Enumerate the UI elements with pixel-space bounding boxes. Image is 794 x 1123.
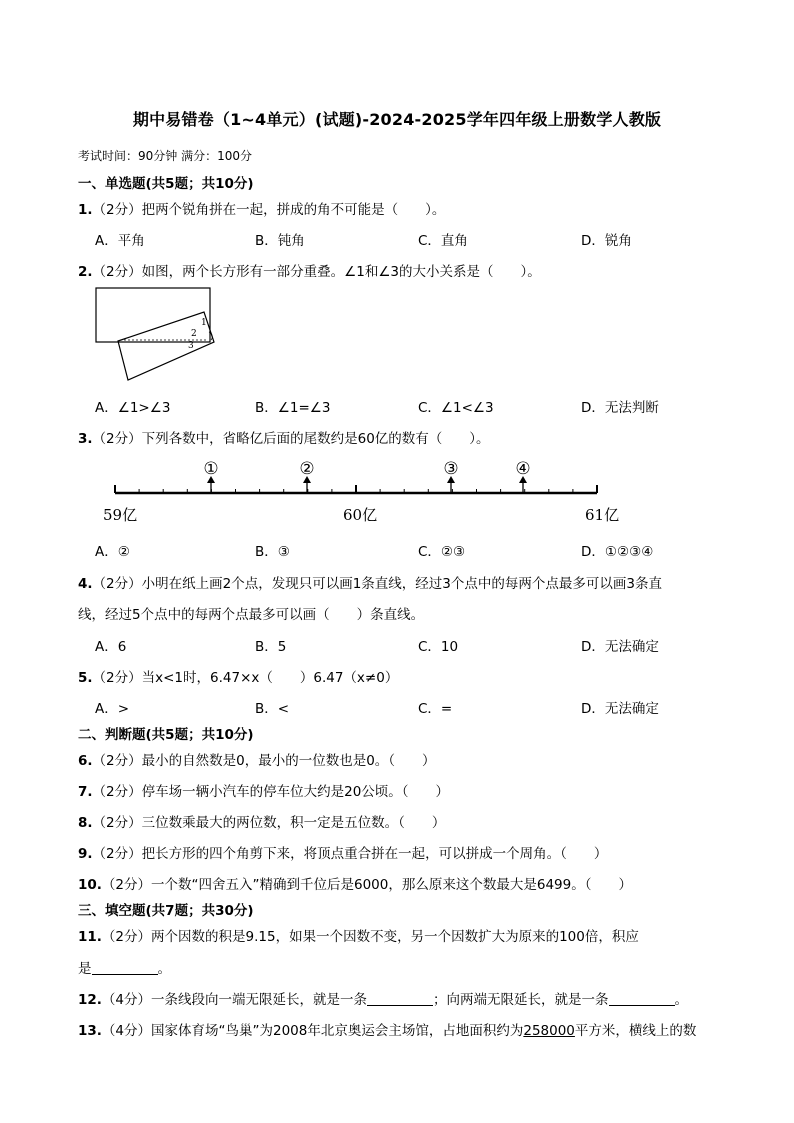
option-c[interactable]: C．∠1<∠3 [418, 400, 494, 416]
option-d[interactable]: D．无法判断 [581, 400, 659, 416]
question-text: 下列各数中，省略亿后面的尾数约是60亿的数有（ ）。 [141, 431, 490, 447]
question-number: 9. [78, 846, 93, 862]
question-number: 5. [78, 670, 93, 686]
question-number: 10. [78, 877, 102, 893]
question-2-options [95, 396, 735, 416]
option-c[interactable]: C．直角 [418, 233, 468, 249]
option-a[interactable]: A．∠1>∠3 [95, 400, 171, 416]
marker-3 [443, 459, 458, 493]
question-6 [78, 749, 436, 769]
question-5-options [95, 697, 735, 717]
question-score: （2分） [101, 929, 152, 945]
question-text: ；向两端无限延长，就是一条 [433, 992, 609, 1008]
answer-blank[interactable] [609, 992, 675, 1006]
question-8 [78, 811, 445, 831]
question-12 [78, 988, 688, 1008]
question-text: 一个数“四舍五入”精确到千位后是6000，那么原来这个数最大是6499。（ ） [151, 877, 632, 893]
axis-label-59: 59亿 [103, 506, 138, 524]
option-a[interactable]: A．② [95, 544, 130, 560]
rectangle-tilted [118, 312, 214, 380]
exam-meta: 考试时间：90分钟 满分：100分 [78, 149, 252, 163]
option-d[interactable]: D．①②③④ [581, 544, 654, 560]
question-4 [78, 572, 662, 592]
question-text: 一条线段向一端无限延长，就是一条 [151, 992, 368, 1008]
option-d[interactable]: D．锐角 [581, 233, 632, 249]
question-3-options [95, 540, 735, 560]
question-7 [78, 780, 449, 800]
number-line-figure [95, 458, 655, 528]
option-c[interactable]: C．10 [418, 639, 459, 655]
question-score: （2分） [92, 815, 142, 831]
question-11 [78, 925, 639, 945]
question-number: 3. [78, 431, 93, 447]
question-text: 是 [78, 961, 92, 977]
section-single-choice: 一、单选题(共5题；共10分) [78, 176, 254, 192]
question-11-line-2 [78, 957, 171, 977]
question-number: 7. [78, 784, 93, 800]
answer-blank[interactable] [367, 992, 433, 1006]
question-score: （4分） [101, 992, 152, 1008]
question-9 [78, 842, 607, 862]
question-text: 当x<1时，6.47×x（ ）6.47（x≠0） [141, 670, 399, 686]
question-score: （2分） [92, 431, 142, 447]
option-b[interactable]: B．③ [255, 544, 290, 560]
option-b[interactable]: B．钝角 [255, 233, 305, 249]
option-c[interactable]: C．= [418, 701, 453, 717]
question-4-options [95, 635, 735, 655]
option-a[interactable]: A．6 [95, 639, 127, 655]
question-score: （2分） [92, 753, 142, 769]
question-text: 如图，两个长方形有一部分重叠。∠1和∠3的大小关系是（ ）。 [141, 264, 541, 280]
question-text: 。 [674, 992, 689, 1008]
question-number: 6. [78, 753, 93, 769]
question-score: （2分） [101, 877, 152, 893]
page-title: 期中易错卷（1~4单元）(试题)-2024-2025学年四年级上册数学人教版 [132, 110, 662, 129]
axis-label-60: 60亿 [343, 506, 378, 524]
question-score: （4分） [101, 1023, 152, 1039]
question-text: 三位数乘最大的两位数，积一定是五位数。（ ） [141, 815, 446, 831]
question-text: 平方米，横线上的数 [574, 1023, 697, 1039]
option-b[interactable]: B．5 [255, 639, 287, 655]
question-number: 2. [78, 264, 93, 280]
angle-label-2: 2 [191, 329, 197, 339]
marker-4 [515, 459, 530, 493]
question-1-options [95, 229, 735, 249]
question-score: （2分） [92, 576, 142, 592]
option-b[interactable]: B．∠1=∠3 [255, 400, 331, 416]
question-4-line-2: 线，经过5个点中的每两个点最多可以画（ ）条直线。 [78, 607, 425, 623]
question-score: （2分） [92, 784, 142, 800]
question-13 [78, 1019, 696, 1039]
marker-label: ① [203, 459, 219, 479]
option-c[interactable]: C．②③ [418, 544, 466, 560]
question-number: 8. [78, 815, 93, 831]
number-line-ticks [115, 485, 597, 493]
question-text: 把两个锐角拼在一起，拼成的角不可能是（ ）。 [141, 202, 446, 218]
question-number: 4. [78, 576, 93, 592]
question-score: （2分） [92, 202, 142, 218]
section-true-false: 二、判断题(共5题；共10分) [78, 727, 254, 743]
question-score: （2分） [92, 846, 142, 862]
marker-label: ② [299, 459, 315, 479]
question-text: 国家体育场“鸟巢”为2008年北京奥运会主场馆，占地面积约为 [151, 1023, 524, 1039]
question-number: 11. [78, 929, 102, 945]
question-2 [78, 260, 541, 280]
question-5 [78, 666, 398, 686]
question-text: 两个因数的积是9.15，如果一个因数不变，另一个因数扩大为原来的100倍，积应 [151, 929, 639, 945]
angle-label-1: 1 [201, 318, 207, 328]
question-score: （2分） [92, 670, 142, 686]
option-b[interactable]: B．< [255, 701, 290, 717]
option-a[interactable]: A．平角 [95, 233, 145, 249]
question-score: （2分） [92, 264, 142, 280]
marker-1 [203, 459, 218, 493]
option-a[interactable]: A．> [95, 701, 130, 717]
question-1 [78, 198, 445, 218]
section-fill-in: 三、填空题(共7题；共30分) [78, 903, 254, 919]
angle-label-3: 3 [188, 341, 194, 351]
question-3 [78, 427, 490, 447]
question-text: 停车场一辆小汽车的停车位大约是20公顷。（ ） [141, 784, 450, 800]
question-text: 。 [157, 961, 171, 977]
axis-label-61: 61亿 [585, 506, 620, 524]
answer-blank[interactable] [92, 961, 158, 975]
marker-2 [299, 459, 314, 493]
question-number: 1. [78, 202, 93, 218]
question-text: 把长方形的四个角剪下来，将顶点重合拼在一起，可以拼成一个周角。（ ） [141, 846, 608, 862]
question-text: 小明在纸上画2个点，发现只可以画1条直线，经过3个点中的每两个点最多可以画3条直 [141, 576, 662, 592]
marker-label: ④ [515, 459, 531, 479]
marker-label: ③ [443, 459, 459, 479]
option-d[interactable]: D．无法确定 [581, 639, 659, 655]
overlapping-rectangles-figure [90, 284, 220, 388]
question-10 [78, 873, 632, 893]
question-number: 12. [78, 992, 102, 1008]
underlined-number: 258000 [523, 1023, 575, 1039]
question-text: 最小的自然数是0，最小的一位数也是0。（ ） [141, 753, 436, 769]
question-number: 13. [78, 1023, 102, 1039]
option-d[interactable]: D．无法确定 [581, 701, 659, 717]
